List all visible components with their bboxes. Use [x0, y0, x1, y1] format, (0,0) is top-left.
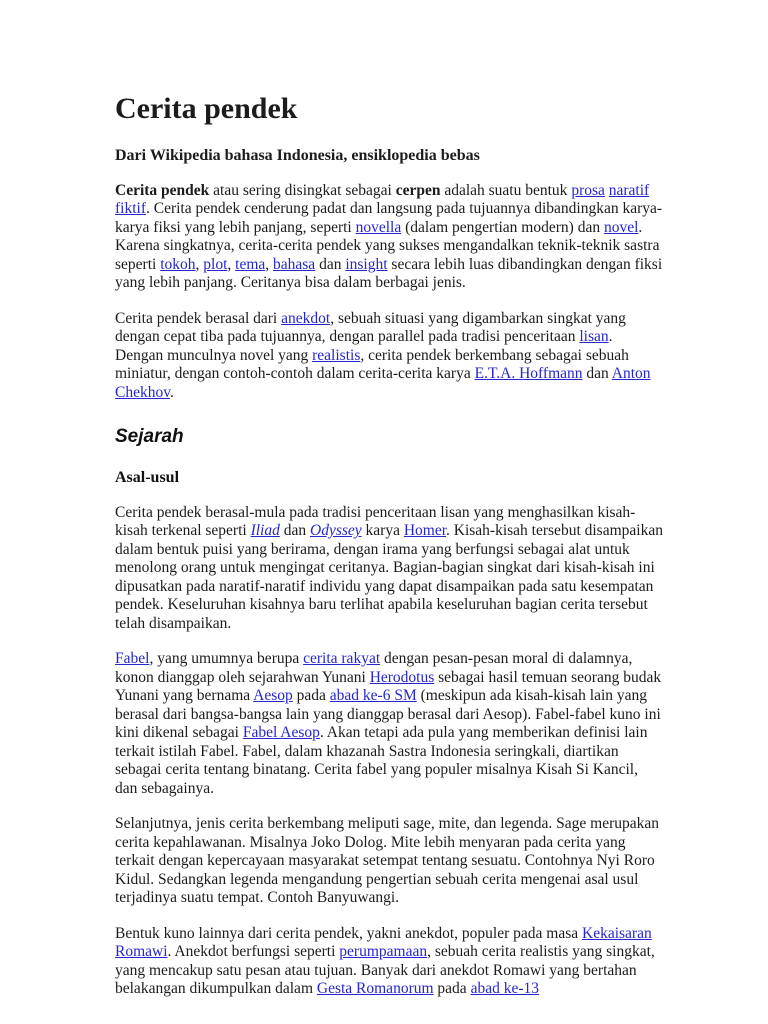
section-heading-sejarah: Sejarah [115, 426, 184, 448]
wiki-link[interactable]: insight [345, 255, 388, 273]
wiki-link[interactable]: realistis [312, 346, 361, 364]
wiki-link[interactable]: Anton Chekhov [115, 365, 651, 401]
page-subtitle: Dari Wikipedia bahasa Indonesia, ensiklopedia bebas [115, 147, 480, 164]
wiki-link[interactable]: novel [603, 218, 639, 236]
wiki-link[interactable]: anekdot [281, 309, 331, 327]
wiki-link[interactable]: lisan [579, 328, 609, 346]
wiki-link[interactable]: perumpamaan [339, 943, 428, 961]
wiki-link[interactable]: Fabel Aesop [242, 724, 320, 742]
wiki-link[interactable]: abad ke-6 SM [329, 687, 417, 705]
paragraph-asal-usul-4: Bentuk kuno lainnya dari cerita pendek, yakni anekdot, populer pada masa Kekaisaran Romawi. Anekdot berfungsi seperti perumpamaan, sebuah cerita realistis yang singkat, yang mencakup satu pesan atau tujuan. Banyak dari anekdot Romawi yang bertahan belakangan dikumpulkan dalam Gesta Romanorum pada abad ke-13 [115, 924, 655, 998]
paragraph-asal-usul-2: Fabel, yang umumnya berupa cerita rakyat dengan pesan-pesan moral di dalamnya, konon dianggap oleh sejarahwan Yunani Herodotus sebagai hasil temuan seorang budak Yunani yang bernama Aesop pada abad ke-6 SM (meskipun ada kisah-kisah lain yang berasal dari bangsa-bangsa lain yang dianggap berasal dari Aesop). Fabel-fabel kuno ini kini dikenal sebagai Fabel Aesop. Akan tetapi ada pula yang memberikan definisi lain terkait istilah Fabel. Fabel, dalam khazanah Sastra Indonesia seringkali, diartikan sebagai cerita tentang binatang. Cerita fabel yang populer misalnya Kisah Si Kancil, dan sebagainya. [115, 650, 662, 797]
page-title: Cerita pendek [115, 92, 298, 125]
wiki-link[interactable]: novella [355, 218, 402, 236]
wiki-link[interactable]: Odyssey [310, 522, 362, 540]
wiki-link[interactable]: Fabel [115, 650, 150, 668]
wiki-link[interactable]: tokoh [160, 255, 196, 273]
wiki-link[interactable]: Homer [403, 522, 447, 540]
paragraph-asal-usul-3: Selanjutnya, jenis cerita berkembang meliputi sage, mite, dan legenda. Sage merupakan cerita kepahlawanan. Misalnya Joko Dolog. Mite lebih menyaran pada cerita yang terkait dengan kepercayaan masyarakat setempat tentang sesuatu. Contohnya Nyi Roro Kidul. Sedangkan legenda mengandung pengertian sebuah cerita mengenai asal usul terjadinya suatu tempat. Contoh Banyuwangi. [115, 815, 660, 907]
paragraph-intro-1: Cerita pendek atau sering disingkat sebagai cerpen adalah suatu bentuk prosa naratif fiktif. Cerita pendek cenderung padat dan langsung pada tujuannya dibandingkan karya-karya fiksi yang lebih panjang, seperti novella (dalam pengertian modern) dan novel. Karena singkatnya, cerita-cerita pendek yang sukses mengandalkan teknik-teknik sastra seperti tokoh, plot, tema, bahasa dan insight secara lebih luas dibandingkan dengan fiksi yang lebih panjang. Ceritanya bisa dalam berbagai jenis. [115, 181, 663, 292]
wiki-link[interactable]: Herodotus [369, 668, 435, 686]
wiki-link[interactable]: naratif fiktif [115, 181, 650, 218]
article-body [115, 182, 663, 999]
wiki-link[interactable]: abad ke-13 [470, 980, 539, 998]
wiki-link[interactable]: tema [235, 255, 266, 273]
wiki-link[interactable]: plot [203, 255, 228, 273]
wiki-link[interactable]: cerita rakyat [303, 650, 381, 668]
bold-term: cerpen [395, 181, 441, 199]
wiki-link[interactable]: Iliad [250, 522, 280, 540]
wiki-link[interactable]: Aesop [253, 687, 293, 705]
wiki-link[interactable]: prosa [571, 181, 605, 199]
paragraph-asal-usul-1: Cerita pendek berasal-mula pada tradisi penceritaan lisan yang menghasilkan kisah-kisah terkenal seperti Iliad dan Odyssey karya Homer. Kisah-kisah tersebut disampaikan dalam bentuk puisi yang berirama, dengan irama yang berfungsi sebagai alat untuk menolong orang untuk mengingat ceritanya. Bagian-bagian singkat dari kisah-kisah ini dipusatkan pada naratif-naratif individu yang dapat disampaikan pada satu kesempatan pendek. Keseluruhan kisahnya baru terlihat apabila keseluruhan bagian cerita tersebut telah disampaikan. [115, 503, 663, 632]
subsection-heading-asal-usul: Asal-usul [115, 468, 180, 486]
wiki-link[interactable]: bahasa [273, 255, 316, 273]
paragraph-intro-2: Cerita pendek berasal dari anekdot, sebuah situasi yang digambarkan singkat yang dengan cepat tiba pada tujuannya, dengan parallel pada tradisi penceritaan lisan. Dengan munculnya novel yang realistis, cerita pendek berkembang sebagai sebuah miniatur, dengan contoh-contoh dalam cerita-cerita karya E.T.A. Hoffmann dan Anton Chekhov. [115, 309, 651, 401]
wiki-link[interactable]: E.T.A. Hoffmann [474, 365, 583, 383]
bold-term: Cerita pendek [115, 181, 210, 199]
wiki-link[interactable]: Gesta Romanorum [316, 980, 434, 998]
wiki-link[interactable]: Kekaisaran Romawi [115, 924, 652, 961]
